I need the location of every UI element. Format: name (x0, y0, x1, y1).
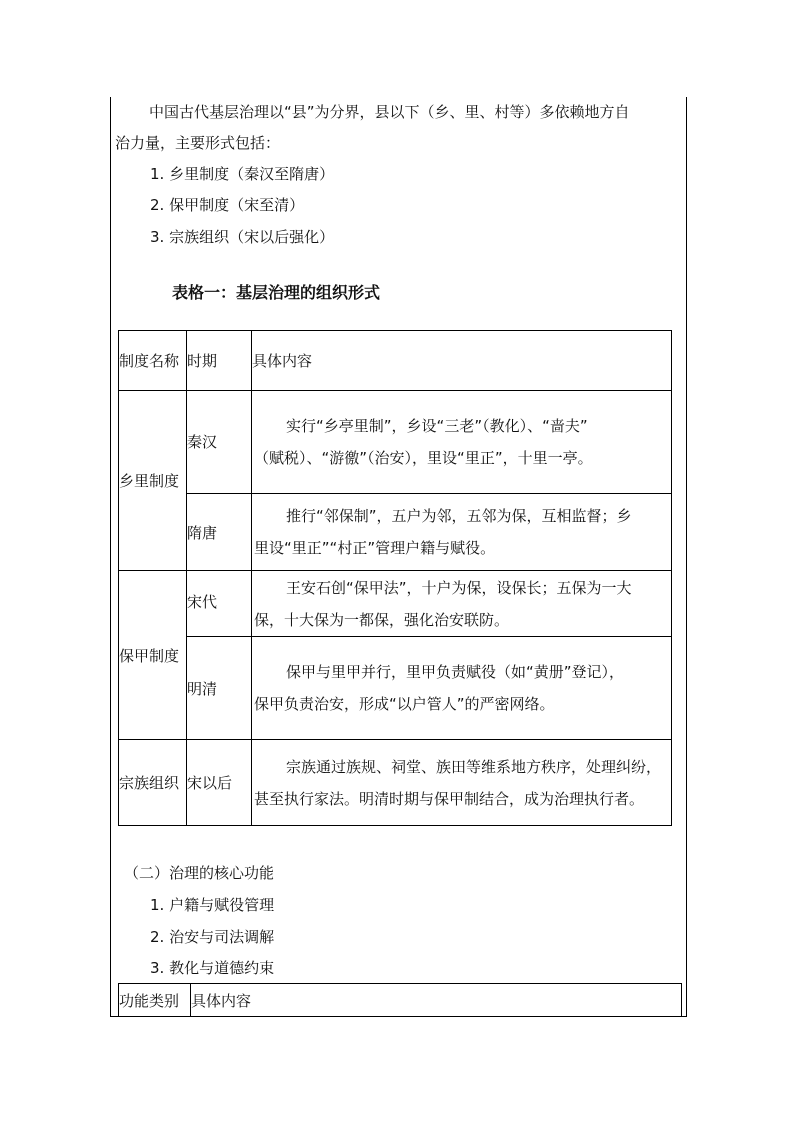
intro-line: 治力量，主要形式包括： (115, 134, 281, 152)
governance-forms-table (118, 330, 672, 826)
list-item: 3. 教化与道德约束 (150, 959, 275, 977)
table-header-row (119, 331, 672, 391)
core-functions-table (118, 983, 682, 1017)
content-line: 保甲负责治安，形成“以户管人”的严密网络。 (254, 695, 555, 713)
header-cell: 制度名称 (119, 331, 187, 391)
intro-paragraph (115, 97, 680, 159)
system-name-cell: 保甲制度 (119, 571, 187, 740)
table-row (119, 494, 672, 571)
period-cell: 秦汉 (187, 391, 252, 494)
section-heading: （二）治理的核心功能 (124, 864, 275, 882)
content-cell (252, 391, 672, 494)
table-row (119, 637, 672, 740)
list-item: 2. 保甲制度（宋至清） (150, 196, 305, 214)
table-header-row (119, 984, 682, 1017)
content-line: （赋税）、“游徼”（治安），里设“里正”，十里一亭。 (254, 449, 593, 467)
system-name-cell: 乡里制度 (119, 391, 187, 571)
list-item: 1. 户籍与赋役管理 (150, 896, 275, 914)
table-title: 表格一：基层治理的组织形式 (172, 283, 381, 302)
system-name-cell: 宗族组织 (119, 740, 187, 826)
list-item: 1. 乡里制度（秦汉至隋唐） (150, 165, 335, 183)
period-cell: 隋唐 (187, 494, 252, 571)
content-line: 里设“里正”“村正”管理户籍与赋役。 (254, 539, 496, 557)
table-row (119, 571, 672, 637)
list-item: 2. 治安与司法调解 (150, 928, 275, 946)
list-item: 3. 宗族组织（宋以后强化） (150, 228, 335, 246)
period-cell: 宋代 (187, 571, 252, 637)
content-line: 推行“邻保制”，五户为邻，五邻为保，互相监督；乡 (286, 507, 632, 525)
content-cell (252, 571, 672, 637)
period-cell: 明清 (187, 637, 252, 740)
content-line: 甚至执行家法。明清时期与保甲制结合，成为治理执行者。 (254, 789, 645, 808)
header-cell: 时期 (187, 331, 252, 391)
header-cell: 功能类别 (119, 984, 191, 1017)
content-line: 宗族通过族规、祠堂、族田等维系地方秩序，处理纠纷， (286, 757, 662, 776)
header-cell: 具体内容 (252, 331, 672, 391)
period-cell: 宋以后 (187, 740, 252, 826)
content-line: 保甲与里甲并行，里甲负责赋役（如“黄册”登记）， (286, 663, 625, 681)
table-row (119, 391, 672, 494)
content-cell (252, 494, 672, 571)
content-line: 保，十大保为一都保，强化治安联防。 (254, 610, 510, 629)
intro-line: 中国古代基层治理以“县”为分界，县以下（乡、里、村等）多依赖地方自 (149, 103, 630, 121)
header-cell: 具体内容 (191, 984, 682, 1017)
content-line: 实行“乡亭里制”，乡设“三老”（教化）、“啬夫” (286, 417, 588, 435)
content-cell (252, 637, 672, 740)
content-line: 王安石创“保甲法”，十户为保，设保长；五保为一大 (286, 578, 632, 597)
table-row (119, 740, 672, 826)
content-cell (252, 740, 672, 826)
